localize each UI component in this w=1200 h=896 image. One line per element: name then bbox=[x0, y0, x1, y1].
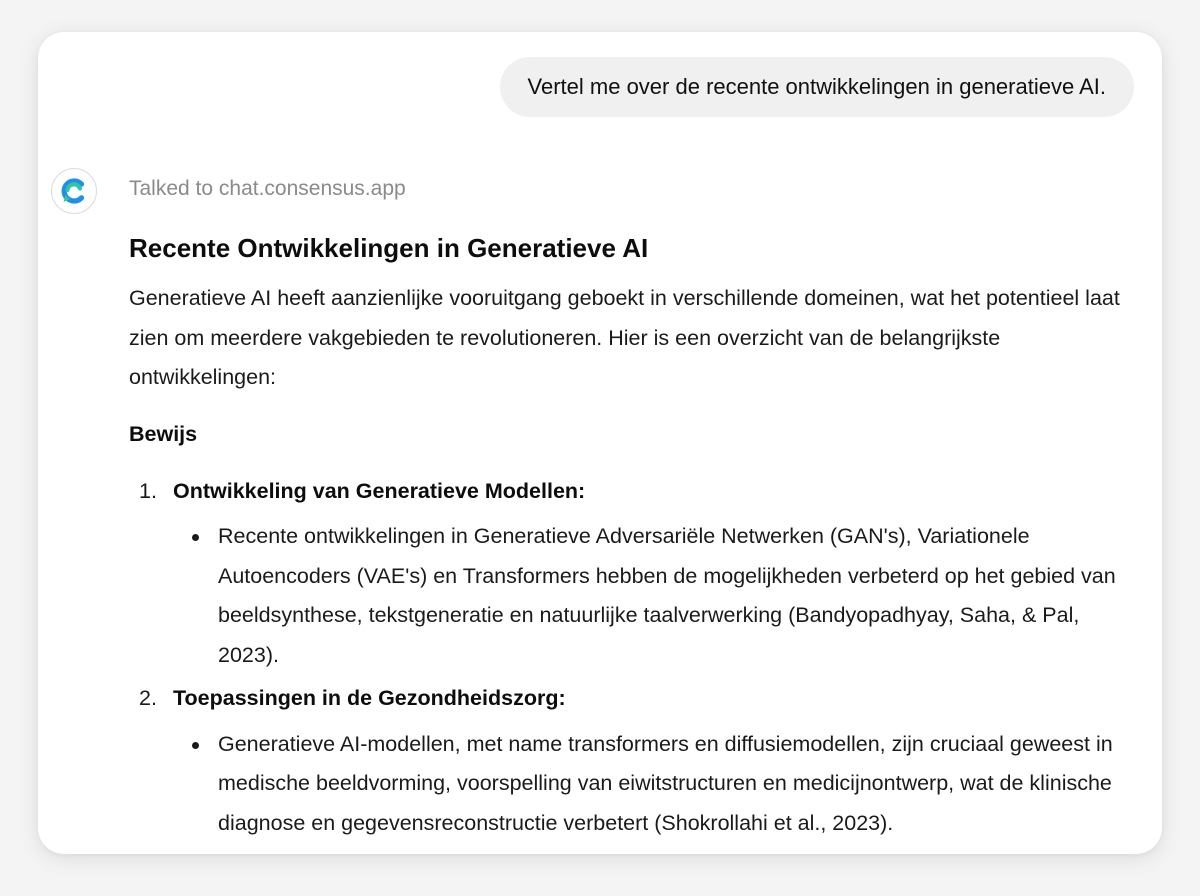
list-item-bullet bbox=[129, 517, 1139, 675]
assistant-avatar bbox=[51, 168, 97, 214]
tool-status-text: Talked to chat.consensus.app bbox=[129, 177, 406, 200]
user-message-text: Vertel me over de recente ontwikkelingen in generatieve AI. bbox=[527, 74, 1106, 99]
bullet-text: Generatieve AI-modellen, met name transformers en diffusiemodellen, zijn cruciaal geweest in medische beeldvorming, voorspelling van eiwitstructuren en medicijnontwerp, wat de klinische diagnose en gegevensreconstructie verbetert (Shokrollahi et al., 2023). bbox=[218, 731, 1113, 835]
response-heading: Recente Ontwikkelingen in Generatieve AI bbox=[129, 233, 649, 263]
list-item bbox=[129, 679, 1139, 843]
list-item-number: 1. bbox=[139, 478, 157, 503]
intro-paragraph: Generatieve AI heeft aanzienlijke vooruitgang geboekt in verschillende domeinen, wat het potentieel laat zien om meerdere vakgebieden te revolutioneren. Hier is een overzicht van de belangrijkste ontwikkelingen: bbox=[129, 286, 1120, 389]
list-item-title: Toepassingen in de Gezondheidszorg: bbox=[173, 686, 566, 710]
user-message-bubble bbox=[500, 57, 1134, 117]
bullet-dot-icon bbox=[192, 534, 199, 541]
assistant-response bbox=[129, 227, 1139, 847]
bullet-dot-icon bbox=[192, 742, 199, 749]
list-item-title: Ontwikkeling van Generatieve Modellen: bbox=[173, 478, 586, 503]
development-list bbox=[129, 472, 1139, 844]
consensus-logo-icon bbox=[59, 176, 89, 206]
list-item bbox=[129, 472, 1139, 676]
list-item-number: 2. bbox=[139, 686, 157, 710]
list-item-bullet bbox=[129, 725, 1139, 844]
chat-card bbox=[38, 32, 1162, 854]
section-title: Bewijs bbox=[129, 421, 198, 446]
bullet-text: Recente ontwikkelingen in Generatieve Adversariële Netwerken (GAN's), Variationele Autoencoders (VAE's) en Transformers hebben de mogelijkheden verbeterd op het gebied van beeldsynthese, tekstgeneratie en natuurlijke taalverwerking (Bandyopadhyay, Saha, & Pal, 2023). bbox=[218, 524, 1116, 667]
